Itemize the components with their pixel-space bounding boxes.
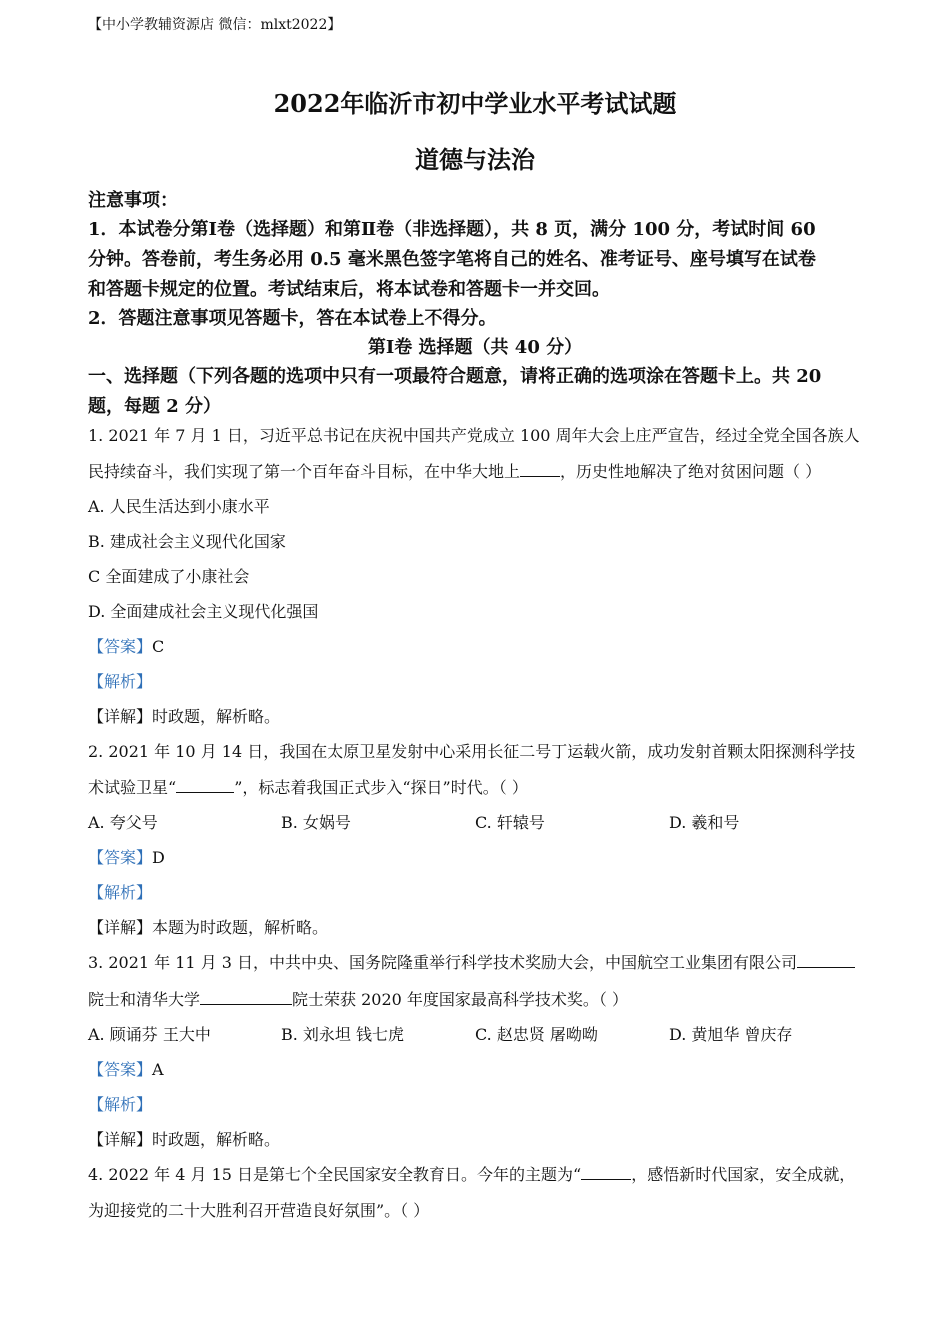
q3-stem-part1: 院士和清华大学 — [88, 990, 201, 1009]
notice-item1-line1: 1．本试卷分第Ⅰ卷（选择题）和第Ⅱ卷（非选择题），共 8 页，满分 100 分，考试时间 60 — [88, 219, 816, 240]
q3-stem-line2 — [88, 987, 628, 1010]
q1-option-a: A. 人民生活达到小康水平 — [88, 497, 270, 516]
q2-analysis-label: 【解析】 — [88, 883, 153, 902]
q1-blank — [520, 462, 560, 477]
q2-stem-part2: ”，标志着我国正式步入“探日”时代。（ ） — [234, 778, 528, 797]
q1-option-c: C 全面建成了小康社会 — [88, 567, 250, 586]
q2-detail-text: 本题为时政题，解析略。 — [152, 918, 329, 937]
q1-option-d: D. 全面建成社会主义现代化强国 — [88, 602, 319, 621]
notice-item1-line3: 和答题卡规定的位置。考试结束后，将本试卷和答题卡一并交回。 — [88, 279, 610, 300]
q1-detail — [88, 704, 280, 727]
q1-answer-value: C — [152, 637, 165, 656]
q1-option-b: B. 建成社会主义现代化国家 — [88, 532, 286, 551]
detail-label: 【详解】 — [88, 707, 153, 726]
answer-label: 【答案】 — [88, 637, 153, 656]
notice-item1-line2: 分钟。答卷前，考生务必用 0.5 毫米黑色签字笔将自己的姓名、准考证号、座号填写在试卷 — [88, 249, 816, 270]
q3-option-a: A. 顾诵芬 王大中 — [88, 1025, 211, 1044]
q2-stem-part1: 术试验卫星“ — [88, 778, 177, 797]
q3-stem-part0: 3. 2021 年 11 月 3 日，中共中央、国务院隆重举行科学技术奖励大会，中国航空工业集团有限公司 — [88, 953, 798, 972]
notice-heading: 注意事项： — [88, 190, 178, 211]
section-instruction-line2: 题，每题 2 分） — [88, 396, 222, 417]
q2-option-a: A. 夸父号 — [88, 813, 158, 832]
exam-subject: 道德与法治 — [415, 145, 535, 174]
exam-title: 2022年临沂市初中学业水平考试试题 — [273, 89, 677, 118]
notice-item2: 2．答题注意事项见答题卡，答在本试卷上不得分。 — [88, 308, 497, 329]
q4-blank — [581, 1165, 631, 1180]
q3-option-c: C. 赵忠贤 屠呦呦 — [475, 1025, 598, 1044]
q3-stem-line1 — [88, 950, 855, 973]
section-instruction-line1: 一、选择题（下列各题的选项中只有一项最符合题意，请将正确的选项涂在答题卡上。共 20 — [88, 366, 822, 387]
q3-option-d: D. 黄旭华 曾庆存 — [669, 1025, 793, 1044]
q1-answer — [88, 634, 164, 657]
q3-answer-value: A — [152, 1060, 164, 1079]
q3-analysis-label: 【解析】 — [88, 1095, 153, 1114]
q2-stem-line2 — [88, 775, 528, 798]
q1-detail-text: 时政题，解析略。 — [152, 707, 281, 726]
q1-stem-line2 — [88, 459, 821, 482]
q2-detail — [88, 915, 328, 938]
q3-blank-1 — [797, 953, 855, 968]
q2-stem-line1: 2. 2021 年 10 月 14 日，我国在太原卫星发射中心采用长征二号丁运载火箭，成功发射首颗太阳探测科学技 — [88, 742, 856, 761]
detail-label: 【详解】 — [88, 918, 153, 937]
q1-stem-part2: ，历史性地解决了绝对贫困问题（ ） — [560, 462, 822, 481]
q3-detail — [88, 1127, 280, 1150]
q2-answer-value: D — [152, 848, 165, 867]
q2-blank — [176, 778, 234, 793]
q3-detail-text: 时政题，解析略。 — [152, 1130, 281, 1149]
answer-label: 【答案】 — [88, 1060, 153, 1079]
q2-option-d: D. 羲和号 — [669, 813, 740, 832]
q1-stem-line1: 1. 2021 年 7 月 1 日，习近平总书记在庆祝中国共产党成立 100 周年大会上庄严宣告，经过全党全国各族人 — [88, 426, 860, 445]
q2-option-c: C. 轩辕号 — [475, 813, 545, 832]
header-note: 【中小学教辅资源店 微信：mlxt2022】 — [88, 17, 342, 33]
q4-stem-part1: 4. 2022 年 4 月 15 日是第七个全民国家安全教育日。今年的主题为“ — [88, 1165, 582, 1184]
q3-stem-part2: 院士荣获 2020 年度国家最高科学技术奖。（ ） — [292, 990, 628, 1009]
q4-stem-line1 — [88, 1162, 855, 1185]
detail-label: 【详解】 — [88, 1130, 153, 1149]
q3-answer — [88, 1057, 164, 1080]
answer-label: 【答案】 — [88, 848, 153, 867]
q2-answer — [88, 845, 165, 868]
q3-blank-2 — [200, 990, 292, 1005]
q2-option-b: B. 女娲号 — [281, 813, 351, 832]
q3-option-b: B. 刘永坦 钱七虎 — [281, 1025, 405, 1044]
section-title: 第Ⅰ卷 选择题（共 40 分） — [367, 337, 583, 358]
q4-stem-line2: 为迎接党的二十大胜利召开营造良好氛围”。（ ） — [88, 1201, 430, 1220]
q1-analysis-label: 【解析】 — [88, 672, 153, 691]
q1-stem-part1: 民持续奋斗，我们实现了第一个百年奋斗目标，在中华大地上 — [88, 462, 521, 481]
q4-stem-part2: ，感悟新时代国家，安全成就， — [631, 1165, 856, 1184]
